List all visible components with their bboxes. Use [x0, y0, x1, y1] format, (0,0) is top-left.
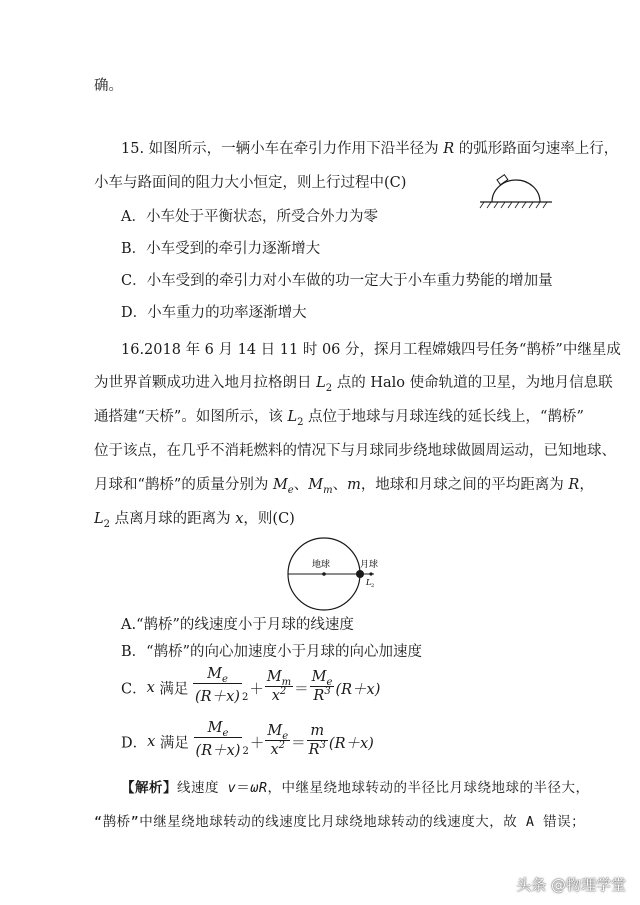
plus-sign: ＋ — [249, 681, 264, 698]
fraction-2 — [265, 669, 293, 704]
text: ， — [579, 477, 594, 493]
den: (R＋x) — [194, 737, 243, 760]
num: M — [207, 720, 223, 736]
text: ，中继星绕地球转动的半径比月球绕地球的半径大， — [267, 780, 590, 796]
den: R — [313, 687, 325, 704]
q16-stem-line-6 — [94, 507, 295, 528]
den: x — [271, 687, 280, 704]
text: 点位于地球与月球连线的延长线上，“鹊桥” — [303, 409, 584, 425]
exponent: 2 — [241, 692, 249, 703]
text: 线速度 — [177, 780, 228, 796]
q15-option-a: A．小车处于平衡状态，所受合外力为零 — [121, 209, 378, 225]
den-sup: 2 — [279, 685, 287, 697]
q16-orbit-figure — [284, 534, 384, 614]
l2-label-sub: 2 — [371, 583, 375, 589]
text: 、 — [293, 477, 309, 493]
mass-symbol: m — [347, 477, 361, 493]
l-symbol: L — [94, 511, 104, 527]
text-line-0: 确。 — [94, 78, 123, 94]
den-sup: 2 — [278, 739, 286, 751]
num-sub: e — [282, 730, 289, 742]
den: R — [308, 741, 320, 758]
q16-stem-line-5 — [94, 473, 594, 494]
text: 、 — [332, 477, 348, 493]
equals: ＝ — [236, 780, 251, 796]
q16-stem-line-2 — [94, 371, 613, 392]
q16-option-b: B．“鹊桥”的向心加速度小于月球的向心加速度 — [121, 644, 422, 660]
text: ，地球和月球之间的平均距离为 — [360, 477, 569, 493]
formula-tail: (R＋x) — [328, 735, 374, 752]
q16-stem-line-4: 位于该点，在几乎不消耗燃料的情况下与月球同步绕地球做圆周运动，已知地球、 — [94, 443, 616, 459]
text: 点离月球的距离为 — [110, 511, 236, 527]
num: M — [266, 668, 282, 685]
q16-option-a: A.“鹊桥”的线速度小于月球的线速度 — [121, 617, 354, 633]
q15-hill-figure — [478, 168, 554, 210]
moon-dot — [356, 570, 364, 578]
x-symbol: x — [235, 511, 244, 527]
num: M — [311, 668, 327, 685]
fraction-3 — [310, 669, 335, 704]
q15-stem-line-2: 小车与路面间的阻力大小恒定，则上行过程中(C) — [94, 175, 407, 191]
watermark: 头条 @物理学堂 — [516, 876, 626, 894]
q16-stem-line-1: 16.2018 年 6 月 14 日 11 时 06 分，探月工程嫦娥四号任务“鹊桥”中继星成 — [121, 342, 621, 358]
q15-text: 15. 如图所示，一辆小车在牵引力作用下沿半径为 — [121, 141, 444, 157]
text: C． — [121, 681, 147, 698]
l2-label: L — [366, 578, 372, 587]
formula-tail: (R＋x) — [335, 681, 381, 698]
fraction-3 — [307, 723, 328, 758]
num-sub: e — [222, 727, 229, 739]
q16-option-d — [121, 722, 375, 762]
q15-radius-symbol: R — [443, 141, 455, 157]
analysis-line-1 — [121, 776, 590, 796]
subscript: e — [287, 484, 294, 496]
q15-stem-line-1 — [121, 137, 618, 158]
x-symbol: x — [146, 680, 155, 696]
x-symbol: x — [147, 734, 156, 750]
q15-text-2: 的弧形路面匀速率上行， — [454, 141, 619, 157]
text: D． — [121, 735, 148, 752]
text: 为世界首颗成功进入地月拉格朗日 — [94, 375, 317, 391]
fraction-1 — [194, 720, 243, 760]
num: M — [207, 666, 222, 682]
text: 满足 — [154, 681, 189, 698]
analysis-line-2: “鹊桥”中继星绕地球转动的线速度比月球绕地球转动的线速度大，故 A 错误； — [94, 814, 586, 830]
exponent: 2 — [242, 746, 249, 757]
subscript: 2 — [103, 518, 111, 530]
text: 点的 Halo 使命轨道的卫星，为地月信息联 — [332, 375, 613, 391]
moon-label: 月球 — [360, 560, 379, 570]
fraction-2 — [265, 723, 290, 758]
fraction-1 — [193, 666, 242, 706]
v-symbol: v — [227, 780, 237, 796]
q15-option-c: C．小车受到的牵引力对小车做的功一定大于小车重力势能的增加量 — [121, 273, 553, 289]
mass-symbol: M — [308, 477, 324, 493]
l2-point-dot — [369, 572, 372, 575]
mass-symbol: M — [272, 477, 288, 493]
num-sub: m — [281, 676, 292, 688]
den: x — [270, 741, 279, 758]
den: (R＋x) — [193, 683, 242, 706]
num: m — [310, 722, 325, 739]
q15-option-d: D．小车重力的功率逐渐增大 — [121, 305, 307, 321]
subscript: 2 — [325, 382, 333, 394]
subscript: m — [323, 484, 333, 496]
omega-r: ωR — [250, 780, 268, 796]
earth-dot — [322, 572, 326, 576]
distance-symbol: R — [568, 477, 580, 493]
subscript: 2 — [297, 416, 304, 428]
text: 满足 — [155, 735, 189, 752]
equals-sign: ＝ — [294, 681, 309, 698]
equals-sign: ＝ — [291, 735, 306, 752]
earth-label: 地球 — [312, 560, 331, 570]
analysis-tag: 【解析】 — [121, 780, 177, 796]
text: 通搭建“天桥”。如图所示，该 — [94, 409, 288, 425]
text: 月球和“鹊桥”的质量分别为 — [94, 477, 273, 493]
den-sup: 3 — [324, 685, 331, 697]
q15-option-b: B．小车受到的牵引力逐渐增大 — [121, 241, 321, 257]
plus-sign: ＋ — [249, 735, 265, 752]
num: M — [267, 722, 283, 739]
q16-stem-line-3 — [94, 405, 584, 426]
text: ，则(C) — [243, 511, 295, 527]
num-sub: e — [326, 676, 333, 688]
den-sup: 3 — [319, 739, 326, 751]
l-symbol: L — [287, 409, 298, 425]
num-sub: e — [221, 673, 228, 685]
l-symbol: L — [316, 375, 326, 391]
q16-option-c — [121, 668, 381, 708]
